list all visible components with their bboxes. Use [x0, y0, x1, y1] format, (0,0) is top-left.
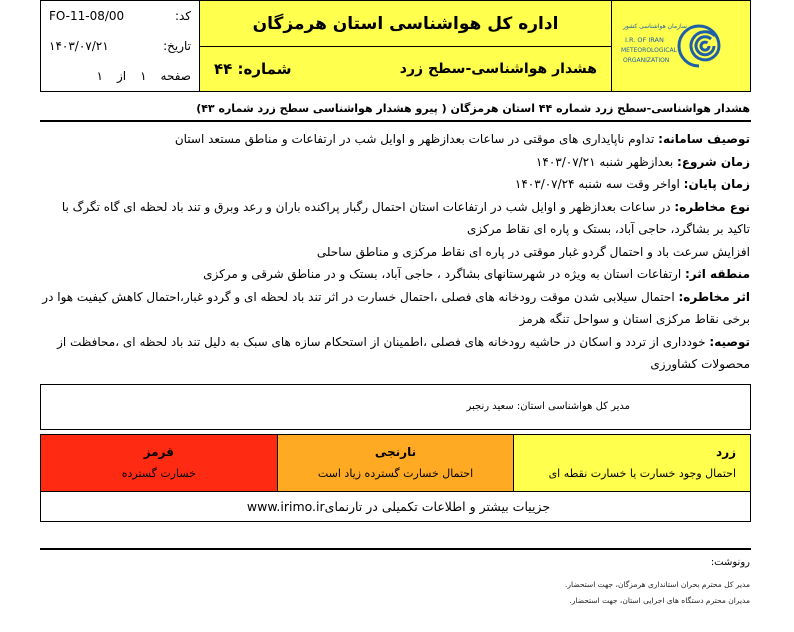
- logo-text-en-1: I.R. OF IRAN: [625, 36, 664, 44]
- hazard-extra-line: افزایش سرعت باد و احتمال گردو غبار موقتی در پاره ای نقاط مرکزی و مناطق ساحلی: [316, 244, 750, 259]
- impact-label: اثر مخاطره:: [678, 289, 750, 304]
- page-row: [41, 61, 199, 91]
- code-row: [41, 1, 199, 31]
- number-label: شماره:: [237, 60, 292, 78]
- page-total: ۱: [96, 69, 103, 83]
- impact-value: احتمال سیلابی شدن موقت رودخانه های فصلی ،احتمال خسارت در اثر تند باد لحظه ای و گردو غبار،احتمال کاهش کیفیت هوا در برخی نقاط مرکزی استان و سواحل تنگه هرمز: [42, 289, 750, 326]
- description-line: [40, 128, 750, 151]
- warning-levels-table: [40, 434, 751, 492]
- date-label: تاریخ:: [163, 39, 191, 53]
- hazard-value: در ساعات بعدازظهر و اوایل شب در ارتفاعات استان احتمال رگبار پراکنده باران و رعد وبرق و تند باد لحظه ای گاه تگرگ با تاکید بر بشاگرد، حاجی آباد، بستک و پاره ای نقاط مرکزی: [61, 199, 750, 236]
- irimo-logo: [612, 1, 750, 91]
- area-value: ارتفاعات استان به ویژه در شهرستانهای بشاگرد ، حاجی آباد، بستک و در مناطق شرقی و مرکزی: [203, 267, 685, 281]
- warning-subtitle-row: [200, 47, 611, 91]
- start-line: [40, 151, 750, 174]
- warning-body: [40, 128, 750, 376]
- advice-label: توصیه:: [709, 334, 750, 349]
- warning-subtitle: هشدار هواشناسی-سطح زرد: [399, 61, 597, 77]
- warning-heading: هشدار هواشناسی-سطح زرد شماره ۴۴ استان هرمزگان ( پیرو هشدار هواشناسی سطح زرد شماره ۴۳): [196, 102, 750, 115]
- level-red-desc: خسارت گسترده: [121, 467, 196, 480]
- advice-value: خودداری از تردد و اسکان در حاشیه رودخانه های فصلی ،اطمینان از استحکام سازه های سبک به دلیل تند باد لحظه ای ،محافظت از محصولات کشاورزی: [57, 334, 750, 371]
- cc-title: رونوشت:: [710, 557, 750, 568]
- cc-item-1: مدیر کل محترم بحران استانداری هرمزگان، جهت استحضار.: [565, 580, 750, 589]
- level-red-cell: [41, 435, 278, 491]
- warning-number: [214, 60, 291, 78]
- logo-text-en-3: ORGANIZATION: [623, 57, 670, 64]
- area-label: منطقه اثر:: [685, 267, 750, 281]
- advice-line: [40, 331, 750, 376]
- website-link[interactable]: www.irimo.ir: [246, 499, 325, 514]
- hazard-label: نوع مخاطره:: [674, 199, 750, 214]
- start-value: بعدازظهر شنبه ۱۴۰۳/۰۷/۲۱: [535, 154, 678, 169]
- manager-signature-box: [40, 384, 751, 430]
- logo-text-en-2: METEOROLOGICAL: [621, 47, 677, 54]
- divider-top: [40, 120, 751, 122]
- more-info-row: [40, 492, 751, 522]
- header-table: [40, 0, 751, 92]
- code-value: FO-11-08/00: [49, 9, 125, 23]
- document-meta: [41, 1, 200, 91]
- header-center: [200, 1, 612, 91]
- end-value: اواخر وقت سه شنبه ۱۴۰۳/۰۷/۲۴: [514, 177, 684, 191]
- date-row: [41, 31, 199, 61]
- more-info-text: جزییات بیشتر و اطلاعات تکمیلی در تارنمای: [324, 499, 551, 514]
- level-yellow-name: زرد: [716, 445, 737, 459]
- level-orange-cell: [278, 435, 515, 491]
- logo-text-fa: سازمان هواشناسی کشور: [623, 23, 687, 30]
- impact-line: [40, 286, 750, 331]
- start-label: زمان شروع:: [677, 154, 750, 169]
- level-orange-desc: احتمال خسارت گسترده زیاد است: [317, 467, 474, 480]
- cc-item-2: مدیران محترم دستگاه های اجرایی استان، جهت استحضار.: [569, 596, 750, 605]
- level-orange-name: نارنجی: [374, 445, 417, 459]
- irimo-logo-icon: [619, 6, 743, 86]
- divider-bottom: [40, 548, 751, 550]
- description-label: توصیف سامانه:: [658, 132, 750, 146]
- level-red-name: قرمز: [143, 445, 174, 459]
- hazard-line: [40, 196, 750, 241]
- level-yellow-desc: احتمال وجود خسارت یا خسارت نقطه ای: [548, 467, 737, 480]
- description-value: تداوم ناپایداری های موقتی در ساعات بعدازظهر و اوایل شب در ارتفاعات و مناطق مستعد استان: [174, 132, 659, 146]
- level-yellow-cell: [514, 435, 750, 491]
- manager-name: مدیر کل هواشناسی استان: سعید رنجبر: [466, 401, 630, 412]
- page-label: صفحه: [160, 69, 191, 83]
- end-label: زمان پایان:: [683, 177, 750, 191]
- number-value: ۴۴: [214, 60, 233, 78]
- page-of: از: [116, 69, 127, 83]
- end-line: [40, 173, 750, 196]
- date-value: ۱۴۰۳/۰۷/۲۱: [49, 39, 109, 53]
- page-current: ۱: [140, 69, 147, 83]
- office-title: اداره کل هواشناسی استان هرمزگان: [200, 1, 611, 47]
- area-line: [40, 263, 750, 286]
- code-label: کد:: [174, 9, 191, 23]
